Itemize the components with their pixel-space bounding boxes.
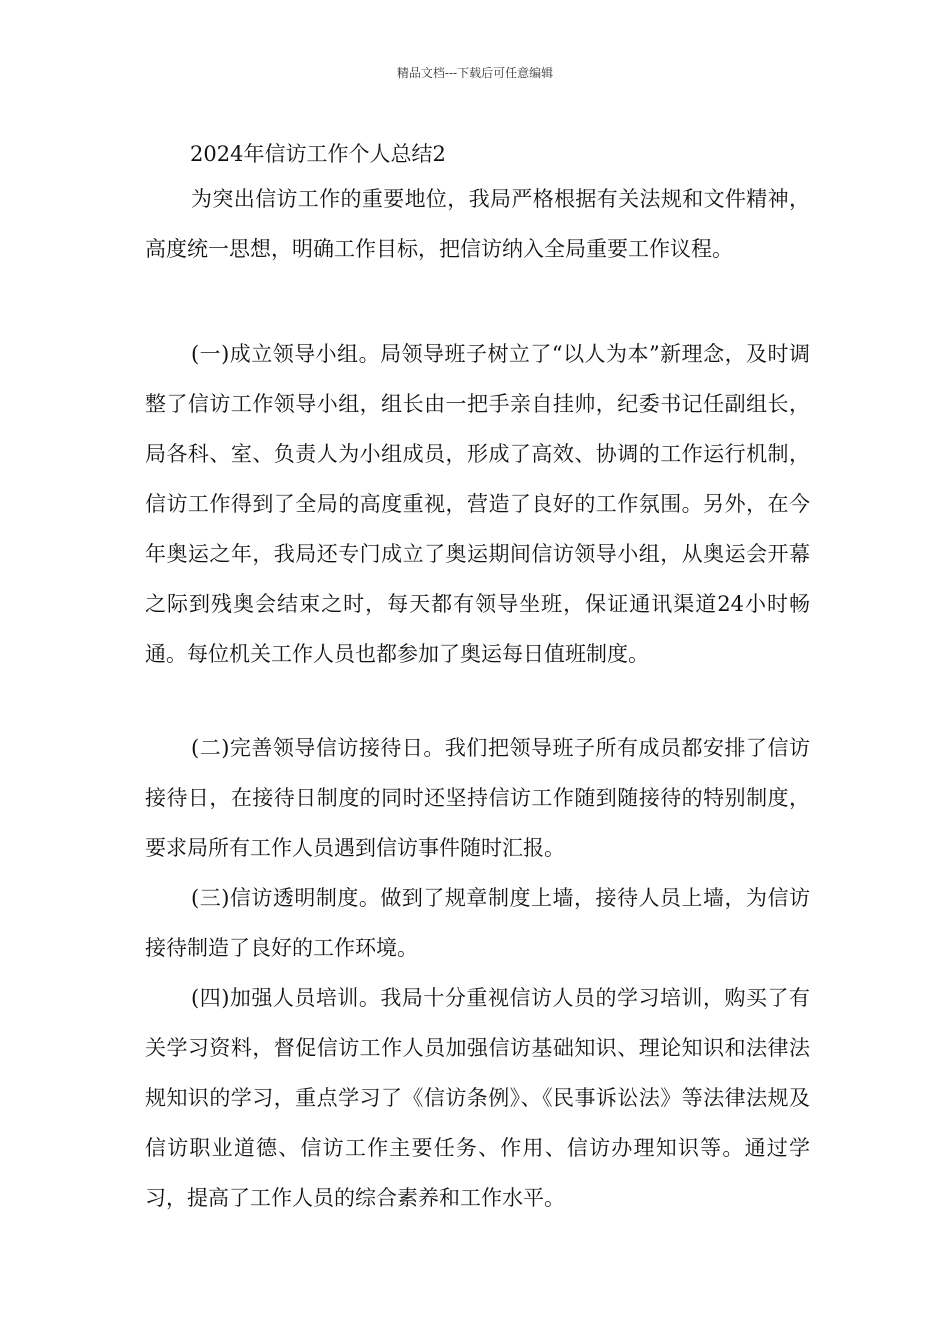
- paragraph-leadership-group: (一)成立领导小组。局领导班子树立了“以人为本”新理念，及时调整了信访工作领导小组，组长由一把手亲自挂帅，纪委书记任副组长，局各科、室、负责人为小组成员，形成了高效、协调的工作运行机制，信访工作得到了全局的高度重视，营造了良好的工作氛围。另外，在今年奥运之年，我局还专门成立了奥运期间信访领导小组，从奥运会开幕之际到残奥会结束之时，每天都有领导坐班，保证通讯渠道24小时畅通。每位机关工作人员也都参加了奥运每日值班制度。: [145, 342, 810, 666]
- paragraph-training: (四)加强人员培训。我局十分重视信访人员的学习培训，购买了有关学习资料，督促信访工作人员加强信访基础知识、理论知识和法律法规知识的学习，重点学习了《信访条例》、《民事诉讼法》等法律法规及信访职业道德、信访工作主要任务、作用、信访办理知识等。通过学习，提高了工作人员的综合素养和工作水平。: [145, 986, 810, 1210]
- paragraph-reception-day: (二)完善领导信访接待日。我们把领导班子所有成员都安排了信访接待日，在接待日制度的同时还坚持信访工作随到随接待的特别制度，要求局所有工作人员遇到信访事件随时汇报。: [145, 736, 810, 860]
- paragraph-transparency: (三)信访透明制度。做到了规章制度上墙，接待人员上墙，为信访接待制造了良好的工作环境。: [145, 886, 810, 960]
- page-header: 精品文档---下载后可任意编辑: [396, 66, 554, 80]
- paragraph-intro: 为突出信访工作的重要地位，我局严格根据有关法规和文件精神，高度统一思想，明确工作目标，把信访纳入全局重要工作议程。: [145, 187, 810, 261]
- document-title: 2024年信访工作个人总结2: [190, 142, 446, 166]
